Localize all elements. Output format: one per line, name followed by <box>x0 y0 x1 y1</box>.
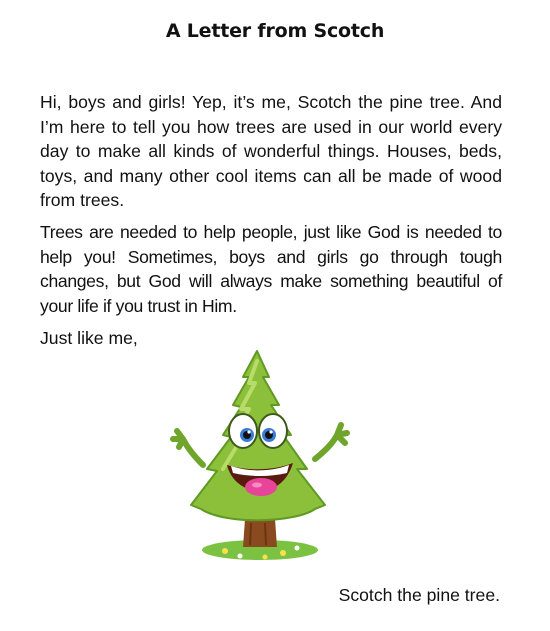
left-arm <box>173 431 203 465</box>
right-arm <box>315 425 347 459</box>
paragraph-closing: Just like me, <box>40 328 138 348</box>
signature: Scotch the pine tree. <box>338 585 500 605</box>
tree-trunk <box>243 519 277 547</box>
tongue <box>245 478 277 496</box>
letter-title: A Letter from Scotch <box>165 20 385 42</box>
scotch-tree-illustration <box>165 347 355 565</box>
paragraph-intro: Hi, boys and girls! Yep, it’s me, Scotch the pine tree. And I’m here to tell you how trees are used in our world every day to make all kinds of wonderful things. Houses, beds, toys, and many other cool items can all be made of wood from trees. <box>40 92 502 210</box>
paragraph-message: Trees are needed to help people, just like God is needed to help you! Sometimes, boys and girls go through tough changes, but God will always make something beautiful of your life if you trust in Him. <box>40 222 502 316</box>
